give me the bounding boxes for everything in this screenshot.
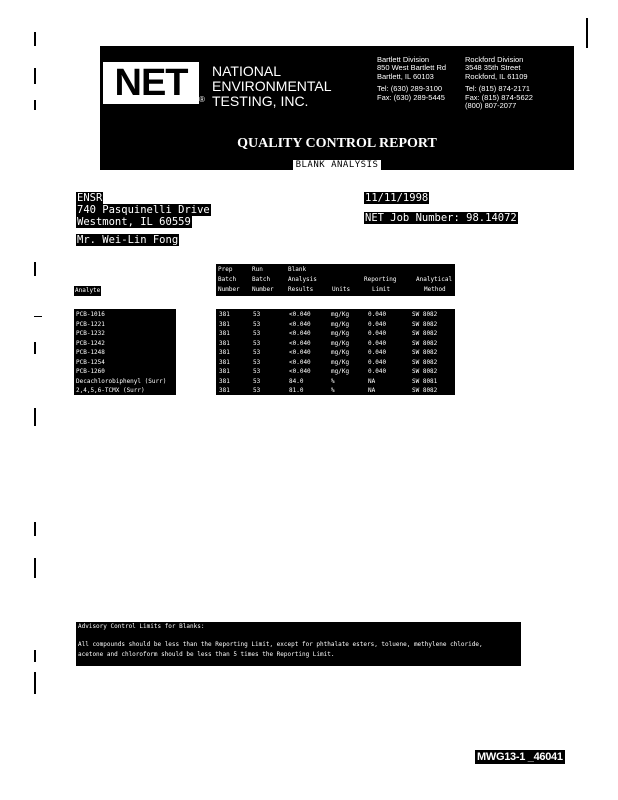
analyte-name: PCB-1248 (76, 349, 105, 356)
cell-limit: 0.040 (368, 311, 387, 318)
cell-prep: 381 (219, 368, 230, 375)
cell-method: SW 8082 (412, 387, 438, 394)
company-line: NATIONAL (212, 63, 281, 79)
cell-result: <0.040 (289, 330, 311, 337)
cell-units: % (331, 377, 335, 385)
cell-method: SW 8082 (412, 320, 438, 328)
address-line: Rockford, IL 61109 (465, 71, 528, 81)
column-header-run-batch: Run Batch Number (252, 266, 274, 293)
cell-units: mg/Kg (331, 339, 350, 347)
job-number-label: NET Job Number: (365, 212, 460, 224)
cell-prep: 381 (219, 311, 230, 318)
address-line: Tel: (630) 289-3100 (377, 84, 443, 94)
cell-result: <0.040 (289, 339, 311, 347)
cell-run: 53 (253, 311, 261, 318)
cell-method: SW 8081 (412, 377, 438, 385)
cell-run: 53 (253, 339, 261, 347)
address-line: Fax: (815) 874-5622 (465, 92, 533, 102)
cell-prep: 381 (219, 339, 230, 347)
notes-title: Advisory Control Limits for Blanks: (78, 623, 205, 630)
net-logo: NET (103, 62, 199, 104)
cell-result: <0.040 (289, 311, 311, 318)
analyte-name: PCB-1016 (76, 311, 105, 318)
cell-units: mg/Kg (331, 320, 350, 328)
cell-prep: 381 (219, 387, 230, 394)
cell-method: SW 8082 (412, 349, 438, 356)
cell-limit: 0.040 (368, 330, 387, 337)
analyte-name: PCB-1254 (76, 358, 105, 366)
client-attention: Mr. Wei-Lin Fong (77, 234, 179, 246)
company-name (212, 64, 332, 109)
cell-run: 53 (253, 377, 261, 385)
address-line: Rockford Division (465, 55, 524, 64)
cell-units: mg/Kg (331, 368, 350, 375)
scan-mark (34, 316, 42, 317)
document-id: MWG13-1 _46041 (477, 751, 563, 763)
cell-run: 53 (253, 330, 261, 337)
scan-mark (34, 100, 36, 110)
cell-limit: NA (368, 377, 376, 385)
cell-units: mg/Kg (331, 349, 350, 356)
cell-method: SW 8082 (412, 330, 438, 337)
scan-mark (34, 262, 36, 276)
cell-units: mg/Kg (331, 330, 350, 337)
client-address-line2: Westmont, IL 60559 (77, 216, 191, 228)
cell-limit: 0.040 (368, 339, 387, 347)
scan-mark (34, 672, 36, 694)
address-line: Fax: (630) 289-5445 (377, 92, 445, 102)
cell-method: SW 8082 (412, 311, 438, 318)
analyte-name: PCB-1260 (76, 368, 105, 375)
scan-mark (34, 342, 36, 354)
cell-method: SW 8082 (412, 368, 438, 375)
cell-limit: 0.040 (368, 349, 387, 356)
cell-method: SW 8082 (412, 339, 438, 347)
cell-limit: 0.040 (368, 358, 387, 366)
address-line: 850 West Bartlett Rd (377, 63, 447, 73)
notes-line: All compounds should be less than the Reporting Limit, except for phthalate esters, toluene, methylene chloride, (78, 641, 483, 648)
report-subtitle: BLANK ANALYSIS (100, 160, 574, 170)
job-number (364, 212, 518, 224)
analyte-header: Analyte (75, 287, 101, 294)
cell-units: mg/Kg (331, 311, 350, 318)
report-title: QUALITY CONTROL REPORT (237, 136, 437, 151)
cell-prep: 381 (219, 349, 230, 356)
scan-mark (586, 18, 588, 48)
registered-mark: ® (199, 95, 205, 104)
advisory-notes (76, 622, 521, 666)
column-header-prep-batch: Prep Batch Number (218, 266, 240, 293)
cell-prep: 381 (219, 358, 230, 366)
company-line: ENVIRONMENTAL (212, 78, 332, 94)
cell-run: 53 (253, 349, 261, 356)
column-header-analytical-method: Analytical Method (416, 276, 453, 293)
cell-result: 84.0 (289, 377, 304, 385)
company-line: TESTING, INC. (212, 93, 309, 109)
scan-mark (34, 558, 36, 578)
address-line: Bartlett Division (377, 55, 430, 64)
cell-run: 53 (253, 368, 261, 375)
cell-result: <0.040 (289, 358, 311, 366)
scan-mark (34, 32, 36, 46)
cell-run: 53 (253, 320, 261, 328)
report-date: 11/11/1998 (365, 192, 429, 204)
cell-prep: 381 (219, 320, 230, 328)
rockford-division-address (465, 56, 565, 110)
cell-method: SW 8082 (412, 358, 438, 366)
column-header-blank-results: Blank Analysis Results (288, 266, 317, 293)
analyte-name: PCB-1221 (76, 320, 105, 328)
analyte-name: 2,4,5,6-TCMX (Surr) (76, 387, 145, 394)
notes-line: acetone and chloroform should be less than 5 times the Reporting Limit. (78, 651, 335, 658)
analyte-name: PCB-1242 (76, 339, 105, 347)
address-line: (800) 807-2077 (465, 101, 517, 111)
cell-limit: 0.040 (368, 320, 387, 328)
column-header-reporting-limit: Reporting Limit (364, 276, 397, 293)
client-name: ENSR (77, 192, 103, 204)
scan-mark (34, 68, 36, 84)
cell-result: <0.040 (289, 320, 311, 328)
analyte-name: PCB-1232 (76, 330, 105, 337)
cell-run: 53 (253, 358, 261, 366)
client-address-line1: 740 Pasquinelli Drive (77, 204, 210, 216)
cell-units: mg/Kg (331, 358, 350, 366)
cell-limit: 0.040 (368, 368, 387, 375)
scan-mark (34, 408, 36, 426)
analyte-name: Decachlorobiphenyl (Surr) (76, 377, 167, 385)
cell-units: % (331, 387, 335, 394)
cell-prep: 381 (219, 377, 230, 385)
address-line: Bartlett, IL 60103 (377, 71, 434, 81)
cell-result: <0.040 (289, 368, 311, 375)
job-number-value: 98.14072 (466, 212, 517, 224)
address-line: 3548 35th Street (465, 63, 521, 73)
address-line: Tel: (815) 874-2171 (465, 84, 531, 94)
cell-limit: NA (368, 387, 376, 394)
cell-result: 81.0 (289, 387, 304, 394)
cell-prep: 381 (219, 330, 230, 337)
cell-result: <0.040 (289, 349, 311, 356)
scan-mark (34, 522, 36, 536)
bartlett-division-address (377, 56, 467, 102)
cell-run: 53 (253, 387, 261, 394)
scan-mark (34, 650, 36, 662)
column-header-units: Units (332, 286, 351, 293)
